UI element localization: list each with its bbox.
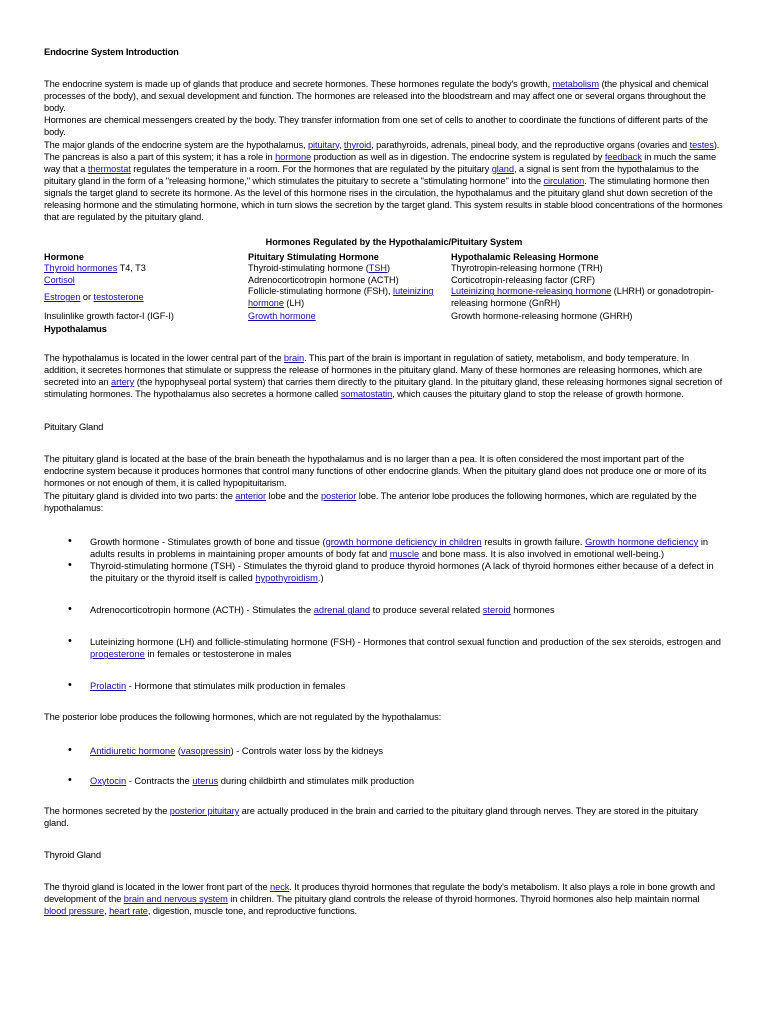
text-run: results in growth failure. [481, 536, 586, 547]
table-row [44, 275, 744, 287]
table-header-hormone: Hormone [44, 251, 84, 262]
table-row [44, 286, 744, 309]
inline-link[interactable]: Growth hormone deficiency [585, 536, 699, 547]
pituitary-title: Pituitary Gland [44, 421, 104, 433]
text-run: Thyrotropin-releasing hormone (TRH) [451, 263, 603, 274]
text-run: . The stimulating hormone then signals the target gland to secrete its hormone. As the level of this hormone rises in the circulation, the hypothalamus and the pituitary gland shut down secretion of the releasing hormone and the stimulating hormone, which in turn slows the secretion by the target gland. This system results in stable blood concentrations of the hormones that are regulated by the pituitary gland. [44, 175, 723, 223]
inline-link[interactable]: uterus [192, 775, 219, 786]
inline-link[interactable]: Oxytocin [90, 775, 127, 786]
text-run: Follicle-stimulating hormone (FSH), [248, 286, 394, 297]
pituitary-paragraph-2 [44, 490, 724, 514]
table-header-hypothalamic: Hypothalamic Releasing Hormone [451, 251, 599, 262]
table-cell [248, 263, 451, 275]
pituitary-paragraph-3 [44, 711, 724, 723]
thyroid-title: Thyroid Gland [44, 848, 101, 860]
text-run: , digestion, muscle tone, and reproductive functions. [147, 906, 358, 917]
text-run: The hypothalamus is located in the lower central part of the [44, 352, 284, 363]
text-run: ( [175, 745, 181, 756]
text-run: .) [317, 573, 324, 584]
text-run: Luteinizing hormone (LH) and follicle-stimulating hormone (FSH) - Hormones that control sexual function and production of the sex steroids, estrogen and [90, 637, 721, 648]
text-run: The thyroid gland is located in the lower front part of the [44, 882, 271, 893]
text-run: (LH) [283, 297, 305, 308]
text-run: hormones [510, 605, 555, 616]
inline-link[interactable]: vasopressin [180, 745, 231, 756]
text-run: , a signal is sent from the hypothalamus to the pituitary gland in the form of a "releasing hormone," which stimulates the pituitary to secrete a "stimulating hormone" into the [44, 163, 699, 186]
text-run: during childbirth and stimulates milk production [218, 775, 415, 786]
text-run: Thyroid-stimulating hormone ( [248, 263, 369, 274]
hypothalamus-title: Hypothalamus [44, 322, 107, 334]
inline-link[interactable]: progesterone [90, 649, 145, 660]
text-run: T4, T3 [117, 263, 146, 274]
table-cell [44, 286, 248, 309]
table-cell [451, 275, 744, 287]
inline-link[interactable]: Estrogen [44, 292, 81, 303]
inline-link[interactable]: Thyroid hormones [44, 263, 118, 274]
table-header-row [44, 249, 744, 264]
inline-link[interactable]: gland [491, 163, 514, 174]
text-run: in females or testosterone in males [144, 649, 292, 660]
table-cell [44, 309, 248, 323]
text-run: ) [386, 263, 391, 274]
text-run: , [338, 139, 344, 150]
text-run: . This part of the brain is important in regulation of satiety, metabolism, and body temperature. In addition, it secretes hormones that stimulate or suppress the release of hormones in the pituitary gland. Many of these hormones are releasing hormones, which are secreted into an [44, 352, 703, 387]
posterior-hormones-list [44, 745, 724, 787]
inline-link[interactable]: hypothyroidism [255, 573, 318, 584]
inline-link[interactable]: brain and nervous system [123, 894, 228, 905]
inline-link[interactable]: luteinizing hormone [248, 286, 434, 308]
text-run: Insulinlike growth factor-I (IGF-I) [44, 311, 174, 322]
list-item [44, 745, 724, 757]
text-run: are actually produced in the brain and carried to the pituitary gland through nerves. They are stored in the pituitary gland. [44, 805, 698, 828]
text-run: production as well as in digestion. The endocrine system is regulated by [311, 151, 605, 162]
list-item [44, 604, 724, 616]
text-run: Growth hormone-releasing hormone (GHRH) [451, 311, 633, 322]
pituitary-paragraph-4 [44, 805, 724, 829]
text-run: Adrenocorticotropin hormone (ACTH) - Stimulates the [90, 605, 314, 616]
document-page [44, 46, 724, 917]
inline-link[interactable]: growth hormone deficiency in children [325, 536, 482, 547]
text-run: , [104, 906, 110, 917]
table-cell [248, 309, 451, 323]
document-title: Endocrine System Introduction [44, 46, 179, 57]
pituitary-paragraph-1 [44, 453, 724, 489]
inline-link[interactable]: testes [689, 139, 714, 150]
intro-paragraph-3 [44, 139, 724, 224]
text-run: in much the same way that a [44, 151, 717, 174]
list-item [44, 636, 724, 660]
text-run: lobe. The anterior lobe produces the following hormones, which are regulated by the hypothalamus: [44, 490, 697, 513]
text-run: - Hormone that stimulates milk production in females [126, 681, 346, 692]
text-run: - Contracts the [126, 775, 193, 786]
table-cell [248, 286, 451, 309]
intro-paragraph-2 [44, 114, 724, 138]
text-run: to produce several related [370, 605, 483, 616]
inline-link[interactable]: adrenal gland [313, 605, 371, 616]
table-header-pituitary: Pituitary Stimulating Hormone [248, 251, 379, 262]
inline-link[interactable]: Growth hormone [248, 311, 316, 322]
table-row [44, 309, 744, 323]
text-run: The pituitary gland is located at the base of the brain beneath the hypothalamus and is no larger than a pea. It is often considered the most important part of the endocrine system because it produces hormones that control many functions of other endocrine glands. When the pituitary gland does not produce one or more of its hormones or not enough of them, it is called hypopituitarism. [44, 454, 707, 489]
inline-link[interactable]: TSH [368, 263, 387, 274]
inline-link[interactable]: Prolactin [90, 681, 127, 692]
inline-link[interactable]: Cortisol [44, 274, 75, 285]
text-run: The posterior lobe produces the following hormones, which are not regulated by the hypothalamus: [44, 711, 442, 722]
text-run: and bone mass. It is also involved in emotional well-being.) [419, 548, 665, 559]
intro-paragraph-1 [44, 78, 724, 114]
inline-link[interactable]: muscle [389, 548, 420, 559]
inline-link[interactable]: anterior [235, 490, 267, 501]
inline-link[interactable]: artery [111, 377, 135, 387]
text-run: The endocrine system is made up of glands that produce and secrete hormones. These hormones regulate the body's growth, [44, 79, 553, 90]
inline-link[interactable]: testosterone [93, 292, 144, 303]
inline-link[interactable]: Luteinizing hormone-releasing hormone [451, 286, 612, 297]
text-run: lobe and the [266, 490, 321, 501]
text-run: The major glands of the endocrine system are the hypothalamus, [44, 139, 308, 150]
text-run: ) - Controls water loss by the kidneys [230, 745, 383, 756]
inline-link[interactable]: blood pressure [44, 906, 105, 917]
table-cell [451, 263, 744, 275]
hypothalamus-paragraph [44, 352, 724, 400]
list-item [44, 560, 724, 584]
list-item [44, 775, 724, 787]
text-run: , parathyroids, adrenals, pineal body, and the reproductive organs (ovaries and [371, 139, 690, 150]
inline-link[interactable]: heart rate [109, 906, 148, 917]
inline-link[interactable]: steroid [482, 605, 511, 616]
text-run: The pituitary gland is divided into two parts: the [44, 490, 236, 501]
inline-link[interactable]: neck [270, 882, 290, 893]
text-run: Hormones are chemical messengers created by the body. They transfer information from one set of cells to another to coordinate the functions of different parts of the body. [44, 115, 708, 138]
inline-link[interactable]: posterior pituitary [169, 805, 240, 816]
table-cell [248, 275, 451, 287]
thyroid-paragraph [44, 881, 724, 917]
inline-link[interactable]: feedback [604, 151, 642, 162]
table-cell [44, 275, 248, 287]
inline-link[interactable]: circulation [543, 175, 585, 186]
hormones-table [44, 223, 744, 323]
inline-link[interactable]: metabolism [552, 79, 600, 90]
text-run: in children. The pituitary gland controls the release of thyroid hormones. Thyroid hormones also help maintain normal [227, 894, 700, 905]
inline-link[interactable]: Antidiuretic hormone [90, 745, 176, 756]
table-cell [44, 263, 248, 275]
text-run: Adrenocorticotropin hormone (ACTH) [248, 274, 399, 285]
text-run: Thyroid-stimulating hormone (TSH) - Stimulates the thyroid gland to produce thyroid hormones (A lack of thyroid hormones either because of a defect in the pituitary or the thyroid itself is called [90, 560, 714, 584]
text-run: . It produces thyroid hormones that regulate the body's metabolism. It also plays a role in bone growth and development of the [44, 882, 715, 905]
text-run: (LHRH) or gonadotropin-releasing hormone (GnRH) [451, 286, 714, 308]
intro-section [44, 78, 724, 223]
text-run: regulates the temperature in a room. For the hormones that are regulated by the pituitary [130, 163, 492, 174]
inline-link[interactable]: somatostatin [340, 389, 393, 400]
text-run: , which causes the pituitary gland to stop the release of growth hormone. [392, 389, 684, 400]
inline-link[interactable]: thyroid [343, 139, 372, 150]
text-run: (the hypophyseal portal system) that carries them directly to the pituitary gland. In the pituitary gland, these releasing hormones signal secretion of stimulating hormones. The hypothalamus also secretes a hormone called [44, 377, 723, 400]
anterior-hormones-list [44, 536, 724, 693]
text-run: (the physical and chemical processes of the body), and sexual development and function. The hormones are released into the bloodstream and may affect one or several organs throughout the body. [44, 79, 709, 114]
text-run: in adults results in problems in maintaining proper amounts of body fat and [90, 536, 709, 559]
inline-link[interactable]: brain [283, 352, 305, 363]
table-cell [451, 309, 744, 323]
text-run: ). The pancreas is also a part of this system; it has a role in [44, 139, 720, 162]
list-item [44, 536, 724, 560]
inline-link[interactable]: thermostat [87, 163, 131, 174]
inline-link[interactable]: hormone [275, 151, 312, 162]
text-run: Growth hormone - Stimulates growth of bone and tissue ( [90, 536, 326, 547]
text-run: or [80, 292, 94, 303]
table-row [44, 263, 744, 275]
table-caption: Hormones Regulated by the Hypothalamic/Pituitary System [265, 237, 523, 248]
inline-link[interactable]: posterior [320, 490, 357, 501]
text-run: Corticotropin-releasing factor (CRF) [451, 274, 596, 285]
table-caption-row [44, 223, 744, 249]
text-run: The hormones secreted by the [44, 805, 170, 816]
table-cell [451, 286, 744, 309]
list-item [44, 680, 724, 692]
inline-link[interactable]: pituitary [307, 139, 339, 150]
